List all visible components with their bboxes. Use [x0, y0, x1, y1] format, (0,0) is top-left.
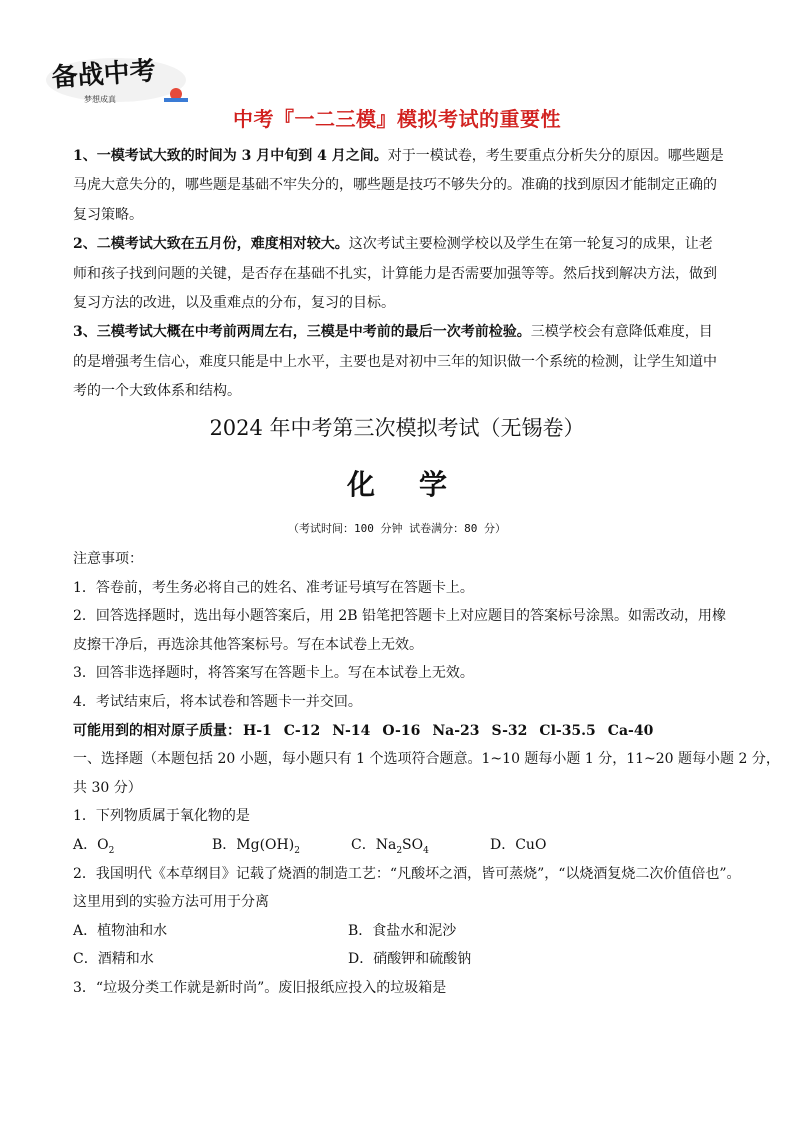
option-d: D．CuO — [490, 836, 547, 853]
exam-body — [73, 545, 780, 1003]
notes-heading: 注意事项： — [73, 551, 143, 567]
note-item: 3．回答非选择题时，将答案写在答题卡上。写在本试卷上无效。 — [73, 665, 474, 682]
note-item: 4．考试结束后，将本试卷和答题卡一并交回。 — [73, 693, 362, 710]
exam-title: 2024 年中考第三次模拟考试（无锡卷） — [209, 416, 585, 440]
intro-paragraph-1: 1、一模考试大致的时间为 3 月中旬到 4 月之间。对于一模试卷，考生要重点分析失分的原因。哪些题是马虎大意失分的，哪些题是基础不牢失分的，哪些题是技巧不够失分的。准确的找到原因才能制定正确的复习策略。 — [73, 148, 724, 223]
intro-paragraph-3: 3、三模考试大概在中考前两周左右，三模是中考前的最后一次考前检验。三模学校会有意降低难度，目的是增强考生信心，难度只能是中上水平，主要也是对初中三年的知识做一个系统的检测，让学生知道中考的一个大致体系和结构。 — [73, 324, 717, 400]
option-a: A．植物油和水 — [73, 922, 168, 939]
section-heading-cont: 共 30 分） — [73, 779, 142, 796]
option-b: B．$Mg(OH)_2$ — [212, 836, 300, 856]
question-2-options-row1 — [73, 917, 733, 946]
question-2-stem-cont: 这里用到的实验方法可用于分离 — [73, 894, 269, 911]
note-item: 皮擦干净后，再选涂其他答案标号。写在本试卷上无效。 — [73, 636, 423, 653]
svg-text:梦想成真: 梦想成真 — [84, 95, 116, 104]
option-c: C．$Na_2SO_4$ — [351, 836, 429, 856]
question-1-options — [73, 831, 733, 860]
intro-section — [73, 142, 725, 407]
note-item: 2．回答选择题时，选出每小题答案后，用 2B 铅笔把答题卡上对应题目的答案标号涂黑。如需改动，用橡 — [73, 608, 727, 625]
banner-title: 中考『一二三模』模拟考试的重要性 — [233, 107, 561, 131]
atomic-masses: 可能用到的相对原子质量： H-1 C-12 N-14 O-16 Na-23 S-32 Cl-35.5 Ca-40 — [73, 722, 654, 739]
option-c: C．酒精和水 — [73, 951, 154, 968]
subject-title: 化学 — [346, 468, 491, 501]
option-a: A．$O_2$ — [73, 836, 115, 856]
logo — [44, 48, 194, 108]
option-d: D．硝酸钾和硫酸钠 — [348, 951, 472, 968]
exam-info: （考试时间：100 分钟 试卷满分：80 分） — [288, 522, 506, 535]
intro-paragraph-2: 2、二模考试大致在五月份，难度相对较大。这次考试主要检测学校以及学生在第一轮复习的成果，让老师和孩子找到问题的关键，是否存在基础不扎实，计算能力是否需要加强等等。然后找到解决方法，做到复习方法的改进，以及重难点的分布，复习的目标。 — [73, 236, 717, 312]
question-2-stem: 2．我国明代《本草纲目》记载了烧酒的制造工艺：“凡酸坏之酒，皆可蒸烧”，“以烧酒复烧二次价值倍也”。 — [73, 865, 741, 882]
note-item: 1．答卷前，考生务必将自己的姓名、准考证号填写在答题卡上。 — [73, 579, 474, 596]
option-b: B．食盐水和泥沙 — [348, 922, 457, 939]
svg-text:备战中考: 备战中考 — [50, 56, 157, 94]
question-3-stem: 3．“垃圾分类工作就是新时尚”。废旧报纸应投入的垃圾箱是 — [73, 979, 447, 996]
question-2-options-row2 — [73, 945, 733, 974]
question-1-stem: 1．下列物质属于氧化物的是 — [73, 808, 250, 825]
section-heading: 一、选择题（本题包括 20 小题，每小题只有 1 个选项符合题意。1~10 题每小题 1 分，11~20 题每小题 2 分， — [73, 751, 780, 768]
logo-graphic — [44, 48, 194, 108]
